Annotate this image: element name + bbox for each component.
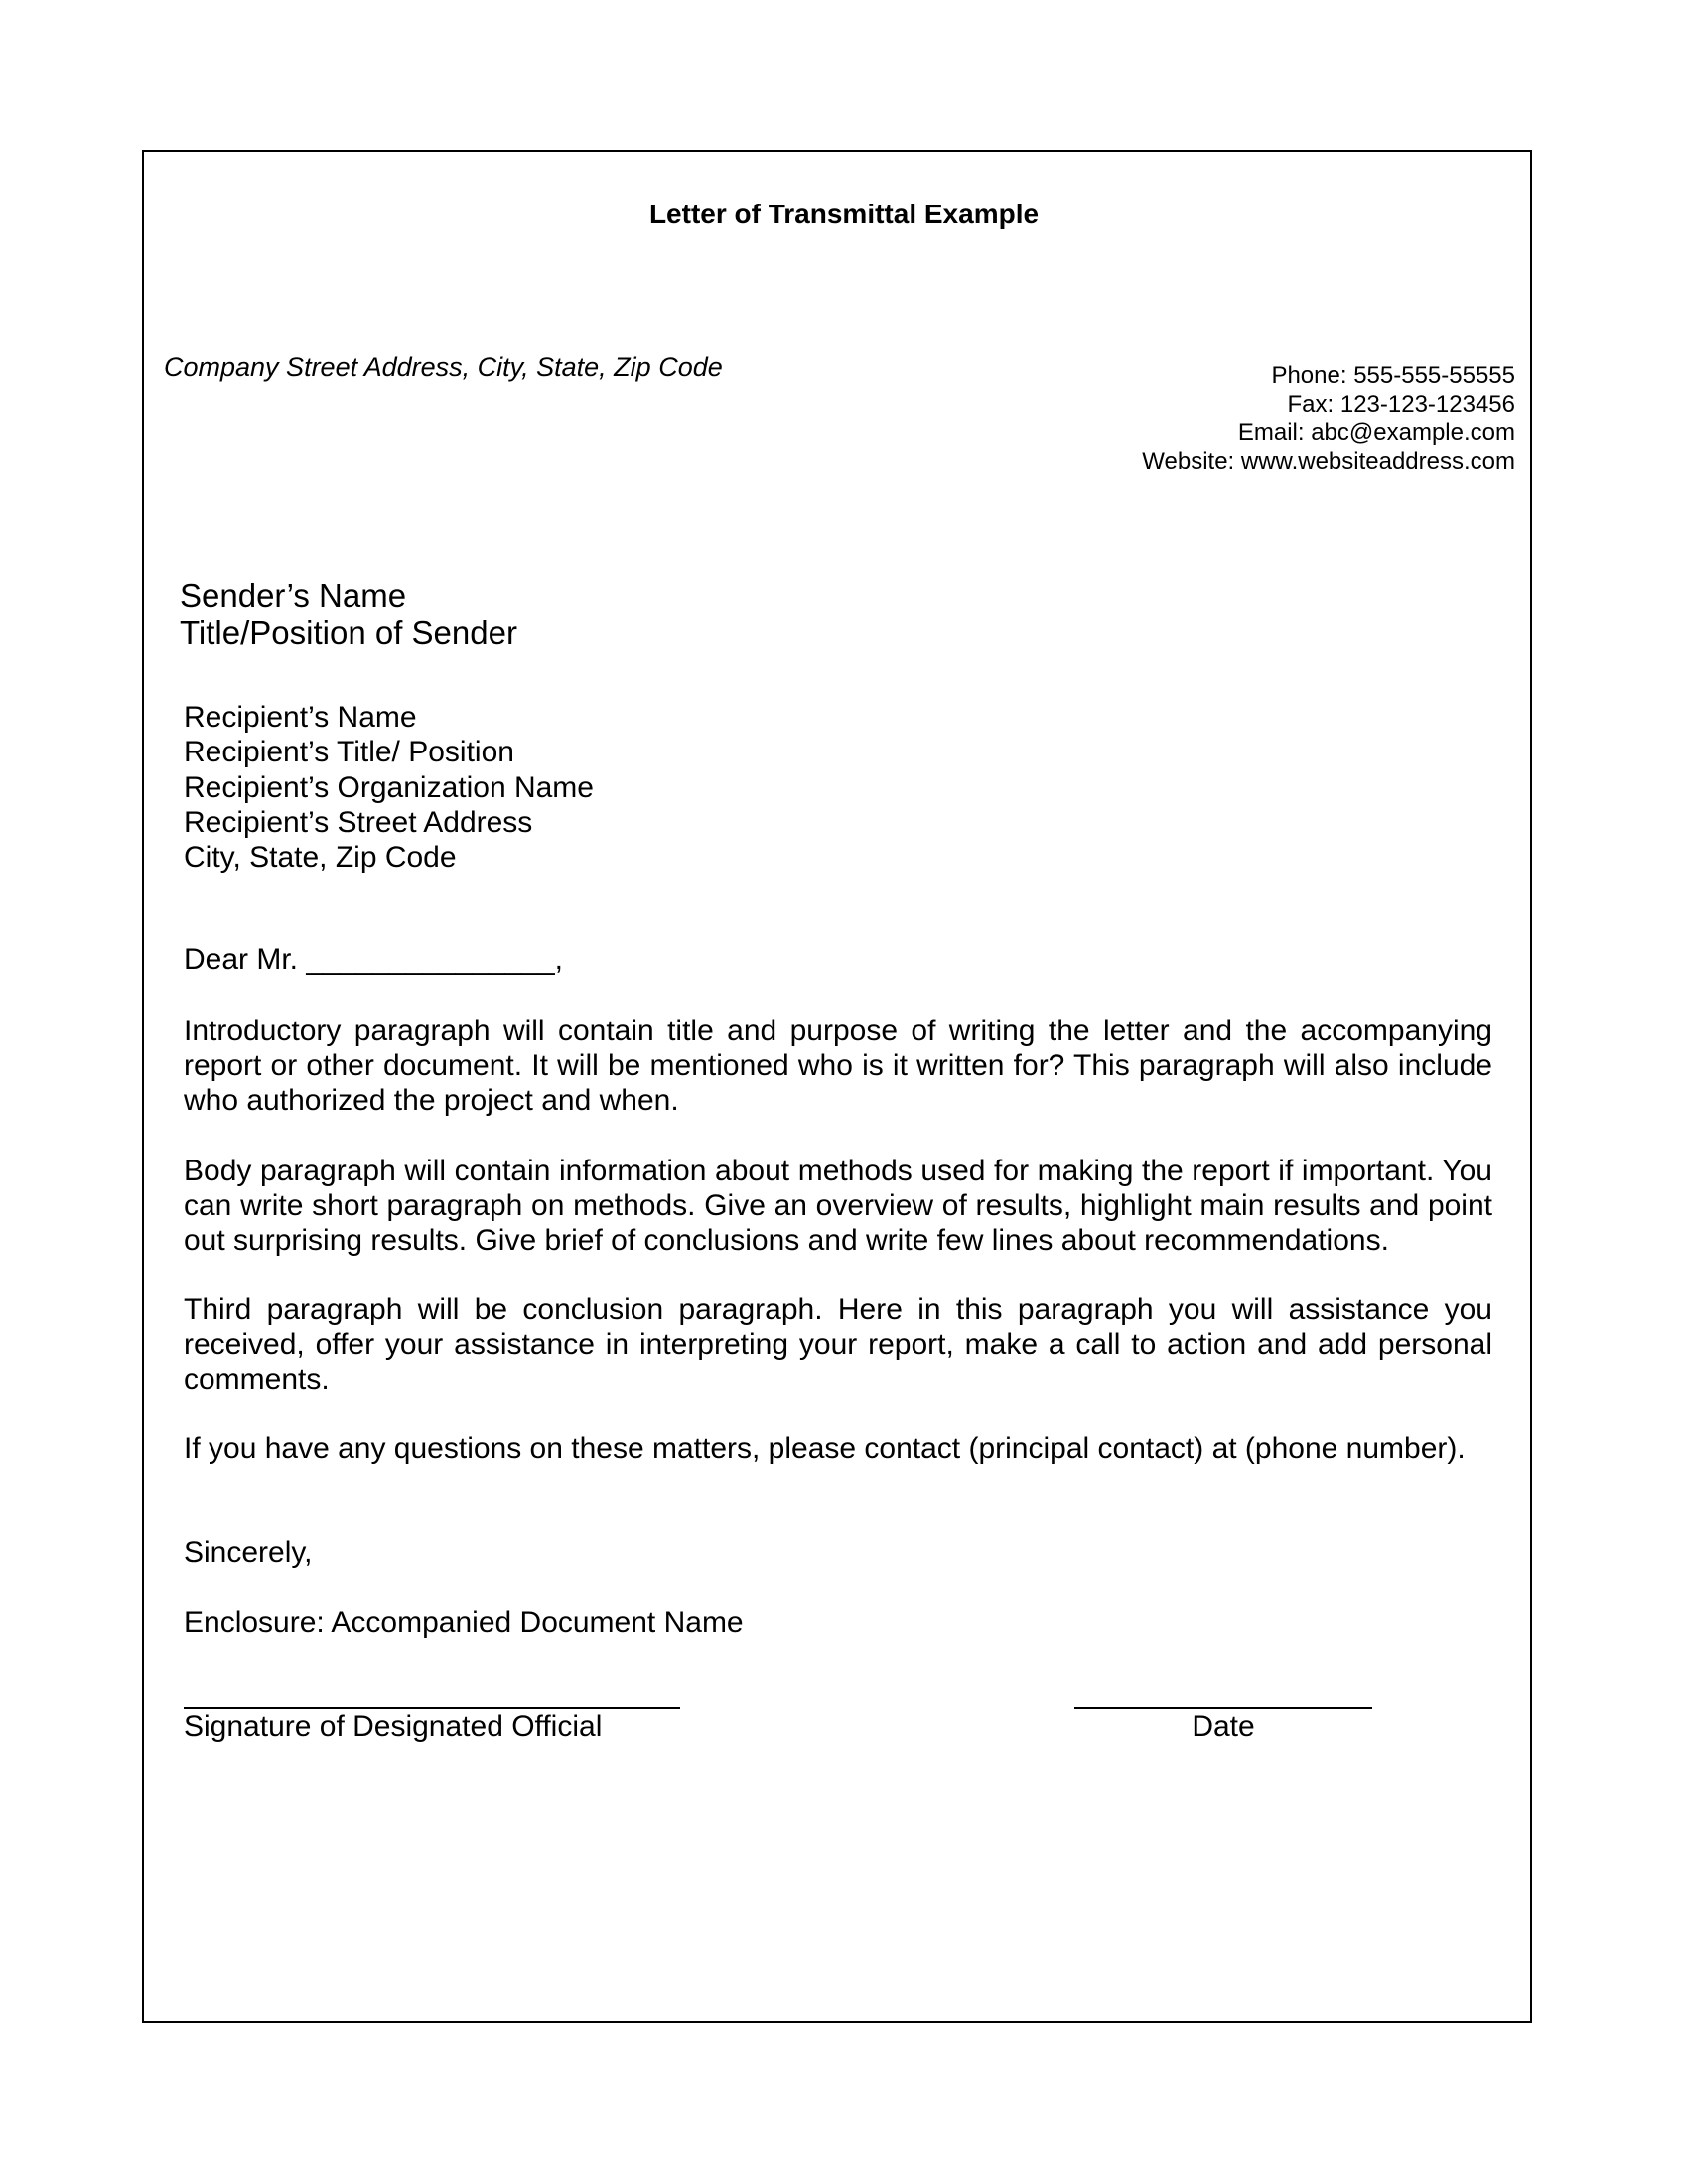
conclusion-paragraph: Third paragraph will be conclusion paragraph. Here in this paragraph you will assistance you received, offer your assistance in interpreting your report, make a call to action and add personal comments. bbox=[184, 1294, 1492, 1396]
recipient-block bbox=[184, 700, 594, 875]
contact-phone: Phone: 555-555-55555 bbox=[1271, 362, 1515, 389]
document-title: Letter of Transmittal Example bbox=[648, 199, 1040, 229]
company-address: Company Street Address, City, State, Zip Code bbox=[164, 352, 723, 382]
recipient-name: Recipient’s Name bbox=[184, 701, 417, 734]
closing: Sincerely, bbox=[184, 1536, 313, 1569]
contact-email: Email: abc@example.com bbox=[1237, 419, 1515, 446]
recipient-organization: Recipient’s Organization Name bbox=[184, 770, 594, 804]
body-paragraph: Body paragraph will contain information about methods used for making the report if important. You can write short paragraph on methods. Give an overview of results, highlight main results and point out surprising results. Give brief of conclusions and write few lines about recommendations. bbox=[184, 1155, 1492, 1257]
recipient-street: Recipient’s Street Address bbox=[184, 805, 533, 839]
salutation: Dear Mr. _______________, bbox=[184, 943, 563, 976]
date-line bbox=[1074, 1707, 1372, 1709]
recipient-title: Recipient’s Title/ Position bbox=[184, 736, 514, 769]
sender-block bbox=[180, 577, 517, 652]
signature-label: Signature of Designated Official bbox=[184, 1710, 603, 1743]
sender-name: Sender’s Name bbox=[180, 577, 407, 614]
recipient-city: City, State, Zip Code bbox=[184, 841, 457, 875]
contact-block bbox=[1142, 362, 1515, 476]
contact-paragraph: If you have any questions on these matters, please contact (principal contact) at (phone number). bbox=[184, 1433, 1466, 1465]
contact-fax: Fax: 123-123-123456 bbox=[1287, 390, 1515, 418]
intro-paragraph: Introductory paragraph will contain title and purpose of writing the letter and the accompanying report or other document. It will be mentioned who is it written for? This paragraph will also include who authorized the project and when. bbox=[184, 1015, 1492, 1117]
contact-website: Website: www.websiteaddress.com bbox=[1142, 447, 1515, 475]
date-label: Date bbox=[1192, 1710, 1255, 1743]
sender-title: Title/Position of Sender bbox=[180, 614, 517, 651]
signature-line bbox=[184, 1707, 680, 1709]
enclosure: Enclosure: Accompanied Document Name bbox=[184, 1606, 744, 1639]
